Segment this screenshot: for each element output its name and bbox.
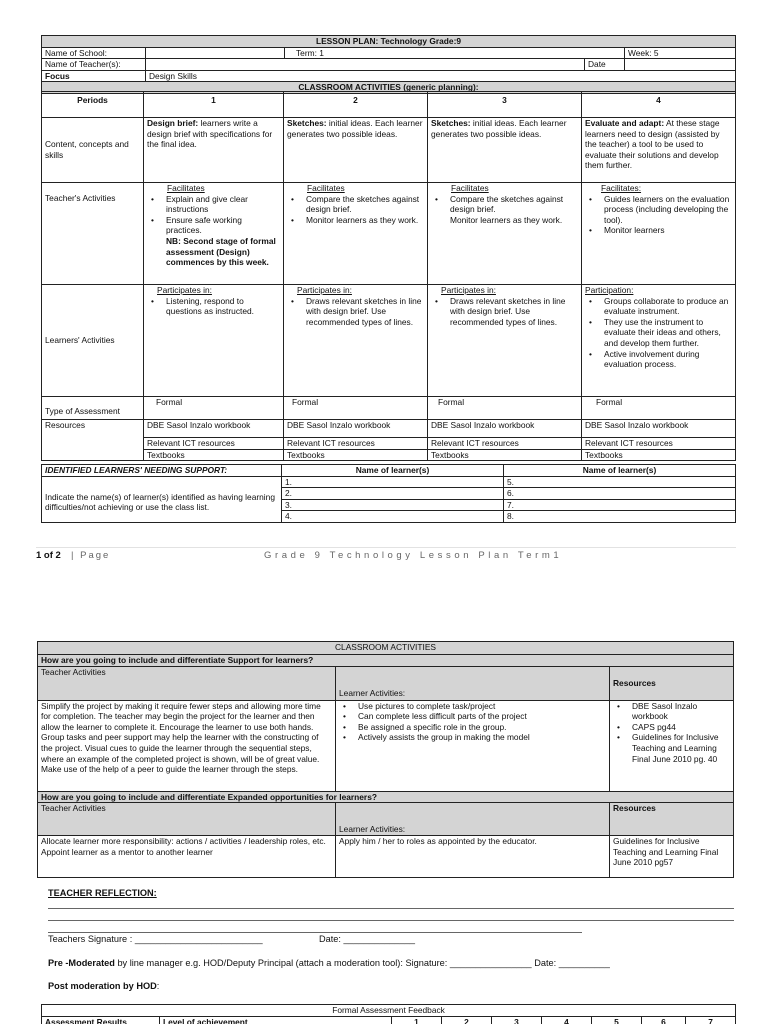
list-item: • Compare the sketches against design brief. bbox=[431, 194, 578, 215]
list-item: • Listening, respond to questions as instructed. bbox=[147, 296, 280, 317]
list-item: • Guides learners on the evaluation process (including developing the tool). bbox=[585, 194, 732, 226]
list-item: • Ensure safe working practices. bbox=[147, 215, 280, 236]
teacher-signature-field[interactable]: Teachers Signature : _________________________ bbox=[48, 934, 263, 944]
list-item: • Guidelines for Inclusive Teaching and Learning Final June 2010 pg. 40 bbox=[613, 732, 730, 764]
resource-workbook: DBE Sasol Inzalo workbook bbox=[284, 420, 428, 438]
learners-activities-label: Learners' Activities bbox=[42, 285, 144, 397]
list-item: • Compare the sketches against design brief. bbox=[287, 194, 424, 215]
list-item: • Active involvement during evaluation process. bbox=[585, 349, 732, 370]
pre-moderation-line[interactable]: Pre -Moderated by line manager e.g. HOD/Deputy Principal (attach a moderation tool): Signature: ________________ Date: __________ bbox=[48, 958, 610, 968]
resource-textbooks: Textbooks bbox=[428, 449, 582, 461]
learner-slot-3[interactable]: 3. bbox=[282, 499, 504, 511]
reflection-line-3[interactable] bbox=[48, 932, 582, 933]
signature-date-field[interactable]: Date: ______________ bbox=[319, 934, 416, 944]
resources-label: Resources bbox=[42, 420, 144, 461]
focus-value: Design Skills bbox=[146, 70, 736, 82]
page-number: 1 of 2 bbox=[36, 550, 61, 561]
teacher-value[interactable] bbox=[146, 59, 585, 71]
support-resources-cell bbox=[610, 700, 734, 791]
lesson-plan-table bbox=[41, 35, 736, 94]
level-2: 2 bbox=[442, 1016, 492, 1024]
assessment-period-4: Formal bbox=[582, 397, 736, 420]
focus-label: Focus bbox=[42, 70, 146, 82]
list-item: Monitor learners as they work. bbox=[450, 214, 563, 225]
support-instructions: Indicate the name(s) of learner(s) identified as having learning difficulties/not achieving or use the class list. bbox=[42, 476, 282, 523]
footer-rule bbox=[36, 547, 736, 548]
reflection-line-1[interactable] bbox=[48, 908, 734, 909]
level-3: 3 bbox=[492, 1016, 542, 1024]
page-footer bbox=[36, 550, 736, 564]
list-item: • Use pictures to complete task/project bbox=[339, 701, 606, 712]
teacher-activities-label: Teacher's Activities bbox=[42, 183, 144, 285]
assessment-feedback-table bbox=[41, 1004, 736, 1024]
list-item: • Actively assists the group in making the model bbox=[339, 732, 606, 743]
teacher-period-1: Facilitates • Explain and give clear instructions • Ensure safe working practices. NB: Second stage of formal assessment (Design) commences by this week. bbox=[144, 183, 284, 285]
support-learner-cell bbox=[336, 700, 610, 791]
list-item: • Draws relevant sketches in line with design brief. Use recommended types of lines. bbox=[287, 296, 424, 328]
teacher-period-3: Facilitates • Compare the sketches against design brief. Monitor learners as they work. bbox=[428, 183, 582, 285]
learner-slot-4[interactable]: 4. bbox=[282, 511, 504, 523]
post-moderation-label: Post moderation by HOD: bbox=[48, 981, 160, 991]
level-6: 6 bbox=[642, 1016, 686, 1024]
resources-header: Resources bbox=[610, 666, 734, 700]
period-3: 3 bbox=[428, 92, 582, 118]
list-item: • They use the instrument to evaluate their ideas and others, and develop them further. bbox=[585, 317, 732, 349]
learner-activities-header-2: Learner Activities: bbox=[336, 803, 610, 836]
resource-textbooks: Textbooks bbox=[582, 449, 736, 461]
support-question: How are you going to include and differentiate Support for learners? bbox=[38, 655, 734, 667]
learner-name-header-1: Name of learner(s) bbox=[282, 465, 504, 477]
resources-header-2: Resources bbox=[610, 803, 734, 836]
content-period-4: Evaluate and adapt: At these stage learners need to design (assisted by the teacher) a tool to be used to evaluate their solutions and develop them further. bbox=[582, 118, 736, 183]
school-value[interactable] bbox=[146, 47, 285, 59]
teacher-activities-header: Teacher Activities bbox=[38, 666, 336, 700]
teacher-activities-header-2: Teacher Activities bbox=[38, 803, 336, 836]
list-item: • Monitor learners bbox=[585, 225, 732, 236]
resource-workbook: DBE Sasol Inzalo workbook bbox=[428, 420, 582, 438]
resource-ict: Relevant ICT resources bbox=[428, 438, 582, 450]
list-item: • CAPS pg44 bbox=[613, 722, 730, 733]
reflection-line-2[interactable] bbox=[48, 920, 734, 921]
resource-ict: Relevant ICT resources bbox=[144, 438, 284, 450]
resource-ict: Relevant ICT resources bbox=[284, 438, 428, 450]
content-period-2: Sketches: initial ideas. Each learner generates two possible ideas. bbox=[284, 118, 428, 183]
list-item: • Explain and give clear instructions bbox=[147, 194, 280, 215]
learners-period-2: Participates in: • Draws relevant sketches in line with design brief. Use recommended types of lines. bbox=[284, 285, 428, 397]
learner-slot-8[interactable]: 8. bbox=[504, 511, 736, 523]
learner-slot-1[interactable]: 1. bbox=[282, 476, 504, 488]
assessment-period-3: Formal bbox=[428, 397, 582, 420]
level-7: 7 bbox=[686, 1016, 736, 1024]
expanded-question: How are you going to include and differentiate Expanded opportunities for learners? bbox=[38, 791, 734, 803]
period-2: 2 bbox=[284, 92, 428, 118]
period-1: 1 bbox=[144, 92, 284, 118]
learner-name-header-2: Name of learner(s) bbox=[504, 465, 736, 477]
activities-title: CLASSROOM ACTIVITIES (generic planning): bbox=[42, 82, 736, 94]
footer-doc-title: Grade 9 Technology Lesson Plan Term1 bbox=[264, 550, 563, 561]
learner-slot-5[interactable]: 5. bbox=[504, 476, 736, 488]
level-label: Level of achievement bbox=[160, 1016, 392, 1024]
classroom-activities-table bbox=[37, 641, 734, 878]
assessment-period-2: Formal bbox=[284, 397, 428, 420]
content-period-3: Sketches: initial ideas. Each learner generates two possible ideas. bbox=[428, 118, 582, 183]
content-label: Content, concepts and skills bbox=[42, 118, 144, 183]
feedback-title: Formal Assessment Feedback bbox=[42, 1005, 736, 1017]
support-heading: IDENTIFIED LEARNERS' NEEDING SUPPORT: bbox=[42, 465, 282, 477]
resource-textbooks: Textbooks bbox=[144, 449, 284, 461]
expanded-teacher-text: Allocate learner more responsibility: actions / activities / leadership roles, etc. Appoint learner as a mentor to another learner bbox=[38, 836, 336, 878]
list-item: • DBE Sasol Inzalo workbook bbox=[613, 701, 730, 722]
resource-workbook: DBE Sasol Inzalo workbook bbox=[582, 420, 736, 438]
learner-activities-header: Learner Activities: bbox=[336, 666, 610, 700]
classroom-activities-title: CLASSROOM ACTIVITIES bbox=[38, 642, 734, 655]
level-5: 5 bbox=[592, 1016, 642, 1024]
content-period-1: Design brief: learners write a design brief with specifications for the final idea. bbox=[144, 118, 284, 183]
teacher-period-4: Facilitates: • Guides learners on the evaluation process (including developing the tool). • Monitor learners bbox=[582, 183, 736, 285]
teacher-p1-list bbox=[147, 194, 280, 236]
level-4: 4 bbox=[542, 1016, 592, 1024]
assessment-type-label: Type of Assessment bbox=[42, 397, 144, 420]
learners-period-4: Participation: • Groups collaborate to produce an evaluate instrument. • They use the instrument to evaluate their ideas and others, and develop them further. • Active involvement during evaluation process. bbox=[582, 285, 736, 397]
teacher-label: Name of Teacher(s): bbox=[42, 59, 146, 71]
learner-support-table bbox=[41, 464, 736, 523]
date-value[interactable] bbox=[625, 59, 736, 71]
list-item: • Can complete less difficult parts of the project bbox=[339, 711, 606, 722]
assessment-note: NB: Second stage of formal assessment (Design) commences by this week. bbox=[166, 235, 276, 268]
learners-period-1: Participates in: • Listening, respond to questions as instructed. bbox=[144, 285, 284, 397]
term-label: Term: 1 bbox=[296, 47, 324, 58]
week-cell: Week: 5 bbox=[625, 47, 736, 59]
date-label: Date bbox=[585, 59, 625, 71]
list-item: • Be assigned a specific role in the group. bbox=[339, 722, 606, 733]
term-cell[interactable] bbox=[285, 47, 625, 59]
assessment-period-1: Formal bbox=[144, 397, 284, 420]
teacher-reflection-heading: TEACHER REFLECTION: bbox=[48, 888, 157, 898]
learner-slot-7[interactable]: 7. bbox=[504, 499, 736, 511]
resource-ict: Relevant ICT resources bbox=[582, 438, 736, 450]
resource-workbook: DBE Sasol Inzalo workbook bbox=[144, 420, 284, 438]
level-1: 1 bbox=[392, 1016, 442, 1024]
support-teacher-text: Simplify the project by making it require fewer steps and allowing more time for completion. The teacher may begin the project for the learner and then allow the learner to complete it. Encourage the learner to use both hands. Group tasks and peer support may help the learner with the constructing of the project. Visual cues to guide the learner through the sequential steps, where an example of the completed project is shown, will be of great value. Make use of the help of a peer to guide the learner through the steps. bbox=[38, 700, 336, 791]
learner-slot-6[interactable]: 6. bbox=[504, 488, 736, 500]
expanded-learner-text: Apply him / her to roles as appointed by the educator. bbox=[336, 836, 610, 878]
period-4: 4 bbox=[582, 92, 736, 118]
resource-textbooks: Textbooks bbox=[284, 449, 428, 461]
periods-label: Periods bbox=[42, 92, 144, 118]
activities-table bbox=[41, 91, 736, 461]
learners-period-3: Participates in: • Draws relevant sketches in line with design brief. Use recommended types of lines. bbox=[428, 285, 582, 397]
expanded-resources-text: Guidelines for Inclusive Teaching and Learning Final June 2010 pg57 bbox=[610, 836, 734, 878]
assessment-results-label: Assessment Results bbox=[42, 1016, 160, 1024]
teacher-period-2: Facilitates • Compare the sketches against design brief. • Monitor learners as they work. bbox=[284, 183, 428, 285]
lesson-plan-title: LESSON PLAN: Technology Grade:9 bbox=[42, 36, 736, 48]
list-item: • Monitor learners as they work. bbox=[287, 215, 424, 226]
list-item: • Draws relevant sketches in line with design brief. Use recommended types of lines. bbox=[431, 296, 578, 328]
learner-slot-2[interactable]: 2. bbox=[282, 488, 504, 500]
page-word: | Page bbox=[71, 550, 111, 561]
list-item: • Groups collaborate to produce an evaluate instrument. bbox=[585, 296, 732, 317]
school-label: Name of School: bbox=[42, 47, 146, 59]
